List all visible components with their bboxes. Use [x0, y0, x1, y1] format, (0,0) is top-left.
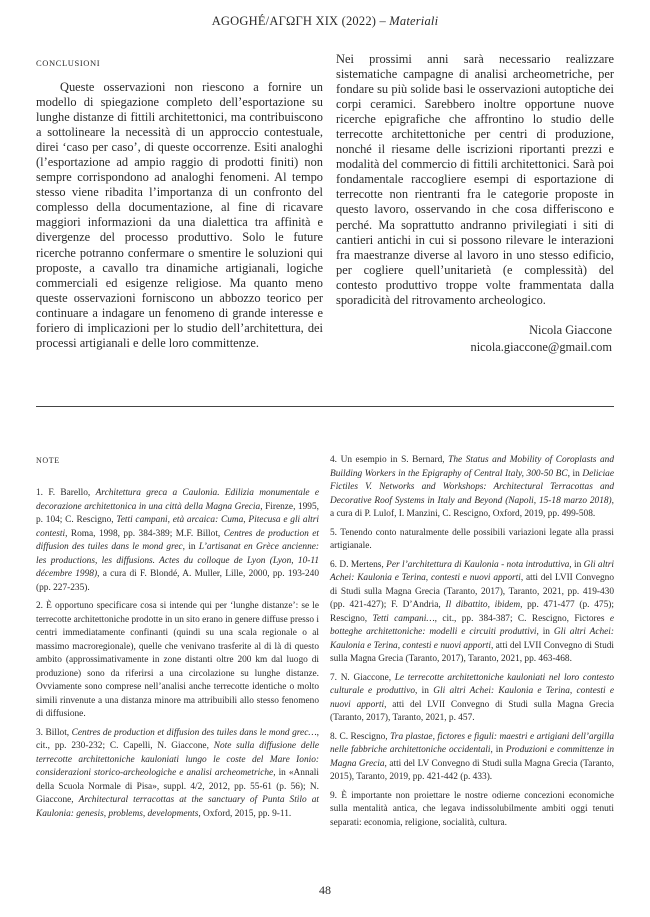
- footnote-text: N. Giaccone,: [340, 672, 395, 683]
- footnote: [36, 600, 319, 722]
- footnote-title: Produzioni e committenze in Magna Grecia: [330, 745, 614, 769]
- footnote-title: Centres de production et diffusion des tuiles dans le mond grec…: [71, 727, 317, 738]
- footnote-text: , a cura di P. Lulof, I. Manzini, C. Rescigno, Oxford, 2019, pp. 499-508.: [330, 495, 614, 519]
- footnote-title: The Status and Mobility of Coroplasts and Building Workers in the Epigraphy of Central Italy, 300-50 BC: [330, 455, 615, 479]
- footnote-text: C. Rescigno,: [339, 731, 391, 742]
- footnote-text: , cit., pp. 230-232; C. Capelli, N. Giaccone,: [36, 727, 320, 751]
- footnote-title: e botteghe architettoniche: modelli e circuiti produttivi: [330, 613, 614, 637]
- footnote-title: Tetti campani…: [372, 613, 435, 624]
- notes-heading: NOTE: [36, 456, 60, 465]
- footnote-text: , in: [536, 627, 554, 637]
- footnote-title: Per l’architettura di Kaulonia - nota introduttiva: [386, 559, 570, 570]
- footnote-number: 5.: [330, 527, 341, 538]
- footnote: [330, 454, 614, 522]
- conclusions-paragraph-1: Queste osservazioni non riescono a fornire un modello di spiegazione completo dell’esportazione su lunghe distanze di fittili architettonici, ma contribuiscono a sottolineare la necessità di un approccio contestuale, direi ‘caso per caso’, di queste occorrenze. Esiti analoghi (l’esportazione ad ampio raggio di prodotti finiti) non sempre corrispondono ad analoghi fenomeni. Al tempo stesso viene ribadita l’importanza di un confronto del complesso della documentazione, al fine di ricavare maggiori informazioni da una dialettica tra affinità e divergenze del processo produttivo. Solo le future ricerche potranno confermare o smentire le soluzioni qui proposte, a cavallo tra dinamiche artigianali, logiche commerciali ed esigenze religiose. Ma quanto meno queste osservazioni forniscono un abbozzo teorico per continuare a indagare un fenomeno di grande interesse e foriero di implicazioni per lo studio dell’architettura, dei processi artigianali e delle loro committenze.: [36, 80, 323, 350]
- footnote-text: , a cura di F. Blondé, A. Muller, Lille, 2000, pp. 193-240 (pp. 227-235).: [36, 569, 319, 593]
- conclusions-heading: CONCLUSIONI: [36, 58, 101, 68]
- footnote-title: Centres de production et diffusion des tuiles dans le mond grec: [36, 528, 319, 552]
- footnote-text: F. Barello,: [48, 488, 96, 498]
- footnote-number: 3.: [36, 727, 46, 738]
- footnote-number: 1.: [36, 488, 49, 498]
- author-signature: [336, 322, 614, 356]
- footnote-title: Tra plastae, fictores e figuli: maestri e artigiani dell’argilla nelle fabbriche architettoniche occidentali: [330, 731, 614, 755]
- footnote: [36, 727, 319, 822]
- notes-right-column: [330, 454, 614, 835]
- footnote-title: Architettura greca a Caulonia. Edilizia monumentale e decorazione architettonica in una città della Magna Grecia: [36, 488, 320, 512]
- footnote-number: 4.: [330, 455, 341, 465]
- footnote-number: 8.: [330, 731, 340, 742]
- notes-left-column: [36, 487, 319, 826]
- footnote-text: , atti del LV Convegno di Studi sulla Magna Grecia (Taranto, 2015), Taranto, 2019, pp. 421-442 (p. 433).: [330, 758, 614, 782]
- footnote-title: Deliciae Fictiles V. Networks and Workshops: Architectural Terracottas and Decorative Roof Systems in Italy and Beyond (Napoli, 15-18 marzo 2018): [330, 468, 614, 506]
- section-name: Materiali: [389, 14, 439, 28]
- footnote-text: , in: [569, 559, 584, 570]
- footnote-text: , in: [415, 686, 434, 696]
- footnote: [330, 790, 614, 831]
- journal-title: AGOGHÉ/ΑΓΩΓΗ XIX (2022) –: [211, 14, 390, 28]
- footnote-text: , in: [490, 745, 506, 755]
- footnote: [330, 559, 614, 667]
- footnote-text: Tenendo conto naturalmente delle possibili variazioni legate alla prassi artigianale.: [330, 527, 614, 551]
- footnote-title: Note sulla diffusione delle terrecotte architettoniche kauloniati lungo le coste del Mare Ionio: considerazioni storico-archeologiche e analisi archeometriche: [36, 741, 319, 778]
- footnote-title: Le terrecotte architettoniche kauloniati nel loro contesto culturale e produttivo: [330, 672, 614, 696]
- footnote-text: È opportuno specificare cosa si intende qui per ‘lunghe distanze’: se le terrecotte architettoniche prodotte in un sito erano in genere diffuse presso i centri immediatamente confinanti (quindi su una scala regionale o al massimo macroregionale), quelle che venivano trasferite al di là di questo ambito (approssimativamente in zone distanti oltre 200 km dal luogo di produzione) sono da riferirsi a una circolazione su lunghe distanze. Ovviamente sono comprese nell’analisi anche terrecotte identiche o molto simili rinvenute a una distanza minore ma attribuibili allo stesso fenomeno di diffusione.: [36, 601, 320, 719]
- footnote-title: Architectural terracottas at the sanctuary of Punta Stilo at Kaulonia: genesis, problems, developments: [36, 795, 319, 819]
- footnote-number: 2.: [36, 601, 47, 611]
- footnote-text: Billot,: [45, 727, 72, 738]
- footnote: [330, 731, 614, 785]
- footnote-number: 9.: [330, 790, 342, 801]
- footnote-title: Il dibattito, ibidem: [445, 600, 521, 610]
- footnote-text: , in «Annali della Scuola Normale di Pisa», suppl. 4/2, 2012, pp. 55-61 (p. 56); N. Giaccone,: [36, 768, 319, 805]
- footnote-text: È importante non proiettare le nostre odierne concezioni economiche sulla mentalità antica, che legava indissolubilmente ambiti oggi tenuti separati: economia, religione, socialità, cultura.: [330, 790, 615, 828]
- footnote-number: 6.: [330, 559, 340, 570]
- footnote-text: , Roma, 1998, pp. 384-389; M.F. Billot,: [65, 528, 224, 539]
- footnote: [36, 487, 319, 595]
- conclusions-paragraph-2: Nei prossimi anni sarà necessario realizzare sistematiche campagne di analisi archeometriche, per fondare su più solide basi le osservazioni autoptiche dei corpi ceramici. Sarebbero inoltre opportune nuove ricerche epigrafiche che affrontino lo studio delle terrecotte architettoniche per centri di produzione, nonché il riesame delle iscrizioni riportanti prezzi e modalità del commercio di fittili architettonici. Sarà poi fondamentale raccogliere esempi di esportazione di terrecotte non rientranti fra le categorie proposte in questo lavoro, osservando in che cosa differiscono e perché. Ma soprattutto andranno privilegiati i siti di cantieri antichi in cui si possono rilevare le interazioni fra maestranze diverse al lavoro in uno stesso edificio, per cogliere quell’unitarietà (e complessità) del contesto produttivo troppe volte frammentata dalla sporadicità del ritrovamento archeologico.: [336, 52, 614, 307]
- footnote-text: D. Mertens,: [339, 559, 387, 570]
- footnote-title: Gli altri Achei: Kaulonia e Terina, contesti e nuovi apporti: [330, 559, 614, 583]
- footnote-text: , Oxford, 2015, pp. 9-11.: [198, 808, 292, 819]
- footnote-text: , cit., pp. 384-387; C. Rescigno, Fictores: [434, 613, 610, 624]
- footnote-text: , in: [182, 542, 199, 552]
- section-divider: [36, 406, 614, 407]
- author-name: Nicola Giaccone: [529, 322, 612, 337]
- running-header: [0, 14, 650, 29]
- author-email: nicola.giaccone@gmail.com: [470, 339, 612, 354]
- footnote-text: , atti del LVII Convegno di Studi sulla Magna Grecia (Taranto, 2017), Taranto, 2021, pp. 419-430 (pp. 421-427); F. D’Andria,: [330, 573, 615, 610]
- footnote-text: , atti del LVII Convegno di Studi sulla Magna Grecia (Taranto, 2017), Taranto, 2021, pp. 463-468.: [330, 640, 615, 664]
- footnote-text: , Firenze, 1995, p. 104; C. Rescigno,: [36, 501, 319, 525]
- footnote-text: , atti del LVII Convegno di Studi sulla Magna Grecia (Taranto, 2017), Taranto, 2021, p. 457.: [330, 699, 614, 723]
- footnote-text: Un esempio in S. Bernard,: [340, 455, 449, 465]
- footnote-title: Gli altri Achei: Kaulonia e Terina, contesti e nuovi apporti: [330, 627, 615, 651]
- footnote-number: 7.: [330, 672, 341, 683]
- footnote: [330, 672, 614, 726]
- footnote: [330, 527, 614, 554]
- conclusions-left-column: [36, 58, 323, 351]
- footnote-title: L’artisanat en Grèce ancienne: les productions, les diffusions. Actes du colloque de Lyon (Lyon, 10-11 décembre 1998): [36, 542, 319, 579]
- page-number: 48: [319, 883, 331, 897]
- conclusions-right-column: [336, 52, 614, 356]
- footnote-title: Tetti campani, età arcaica: Cuma, Pitecusa e gli altri contesti: [36, 515, 319, 539]
- footnote-title: Gli altri Achei: Kaulonia e Terina, contesti e nuovi apporti: [330, 686, 615, 710]
- footnote-text: , in: [567, 468, 583, 479]
- footnote-text: , pp. 471-477 (p. 475); Rescigno,: [330, 600, 614, 624]
